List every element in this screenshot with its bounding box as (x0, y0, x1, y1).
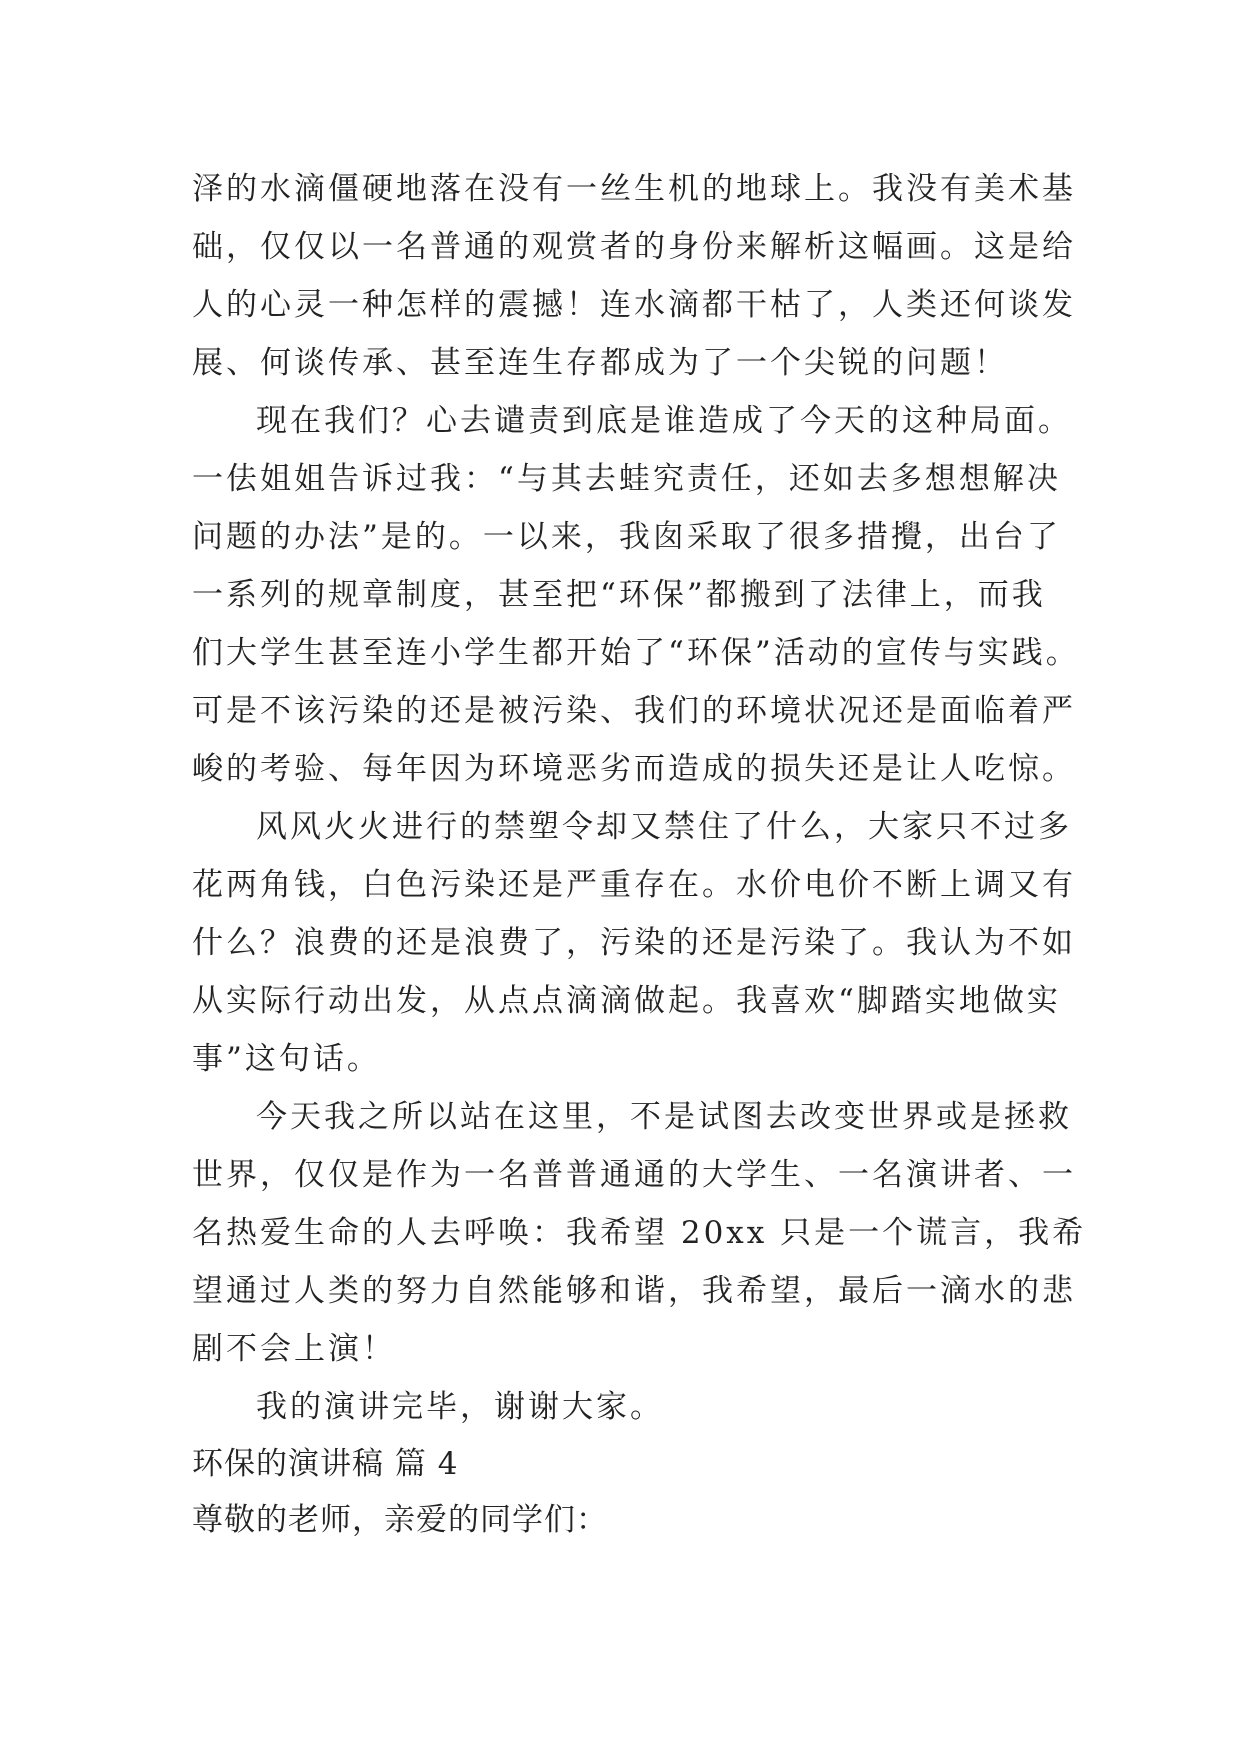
text-line: 一系列的规章制度，甚至把“环保”都搬到了法律上，而我 (192, 577, 1046, 613)
text-line: 世界，仅仅是作为一名普普通通的大学生、一名演讲者、一 (192, 1157, 1076, 1193)
text-line: 泽的水滴僵硬地落在没有一丝生机的地球上。我没有美术基 (192, 171, 1076, 207)
text-line: 一佉姐姐告诉过我：“与其去蛙究责任，还如去多想想解决 (192, 461, 1061, 497)
text-line: 名热爱生命的人去呼唤：我希望 20xx 只是一个谎言，我希 (192, 1215, 1087, 1251)
text-line: 现在我们？心去谴责到底是谁造成了今天的这种局面。 (256, 403, 1072, 439)
text-line: 从实际行动出发，从点点滴滴做起。我喜欢“脚踏实地做实 (192, 983, 1061, 1019)
text-line: 事”这句话。 (192, 1041, 381, 1077)
text-line: 今天我之所以站在这里，不是试图去改变世界或是拯救 (256, 1099, 1072, 1135)
text-line: 剧不会上演！ (192, 1331, 396, 1367)
paragraph (192, 798, 1076, 1088)
document-body (192, 160, 1087, 1548)
text-line: 望通过人类的努力自然能够和谐，我希望，最后一滴水的悲 (192, 1273, 1076, 1309)
text-line: 可是不该污染的还是被污染、我们的环境状况还是面临着严 (192, 693, 1076, 729)
salutation: 尊敬的老师，亲爱的同学们： (192, 1502, 608, 1538)
text-line: 风风火火进行的禁塑令却又禁住了什么，大家只不过多 (256, 809, 1072, 845)
paragraph (192, 392, 1080, 798)
text-line: 什么？浪费的还是浪费了，污染的还是污染了。我认为不如 (192, 925, 1076, 961)
paragraph (192, 1378, 1072, 1436)
text-line: 问题的办法”是的。一以来，我囱采取了很多措攪，出台了 (192, 519, 1061, 555)
paragraph (192, 160, 1076, 392)
text-line: 础，仅仅以一名普通的观赏者的身份来解析这幅画。这是给 (192, 229, 1076, 265)
text-line: 们大学生甚至连小学生都开始了“环保”活动的宣传与实践。 (192, 635, 1080, 671)
text-line: 我的演讲完毕，谢谢大家。 (256, 1389, 664, 1425)
section-heading: 环保的演讲稿 篇 4 (192, 1446, 459, 1482)
text-line: 展、何谈传承、甚至连生存都成为了一个尖锐的问题！ (192, 345, 1008, 381)
text-line: 峻的考验、每年因为环境恶劣而造成的损失还是让人吃惊。 (192, 751, 1076, 787)
paragraph (192, 1088, 1087, 1378)
text-line: 人的心灵一种怎样的震撼！连水滴都干枯了，人类还何谈发 (192, 287, 1076, 323)
text-line: 花两角钱，白色污染还是严重存在。水价电价不断上调又有 (192, 867, 1076, 903)
